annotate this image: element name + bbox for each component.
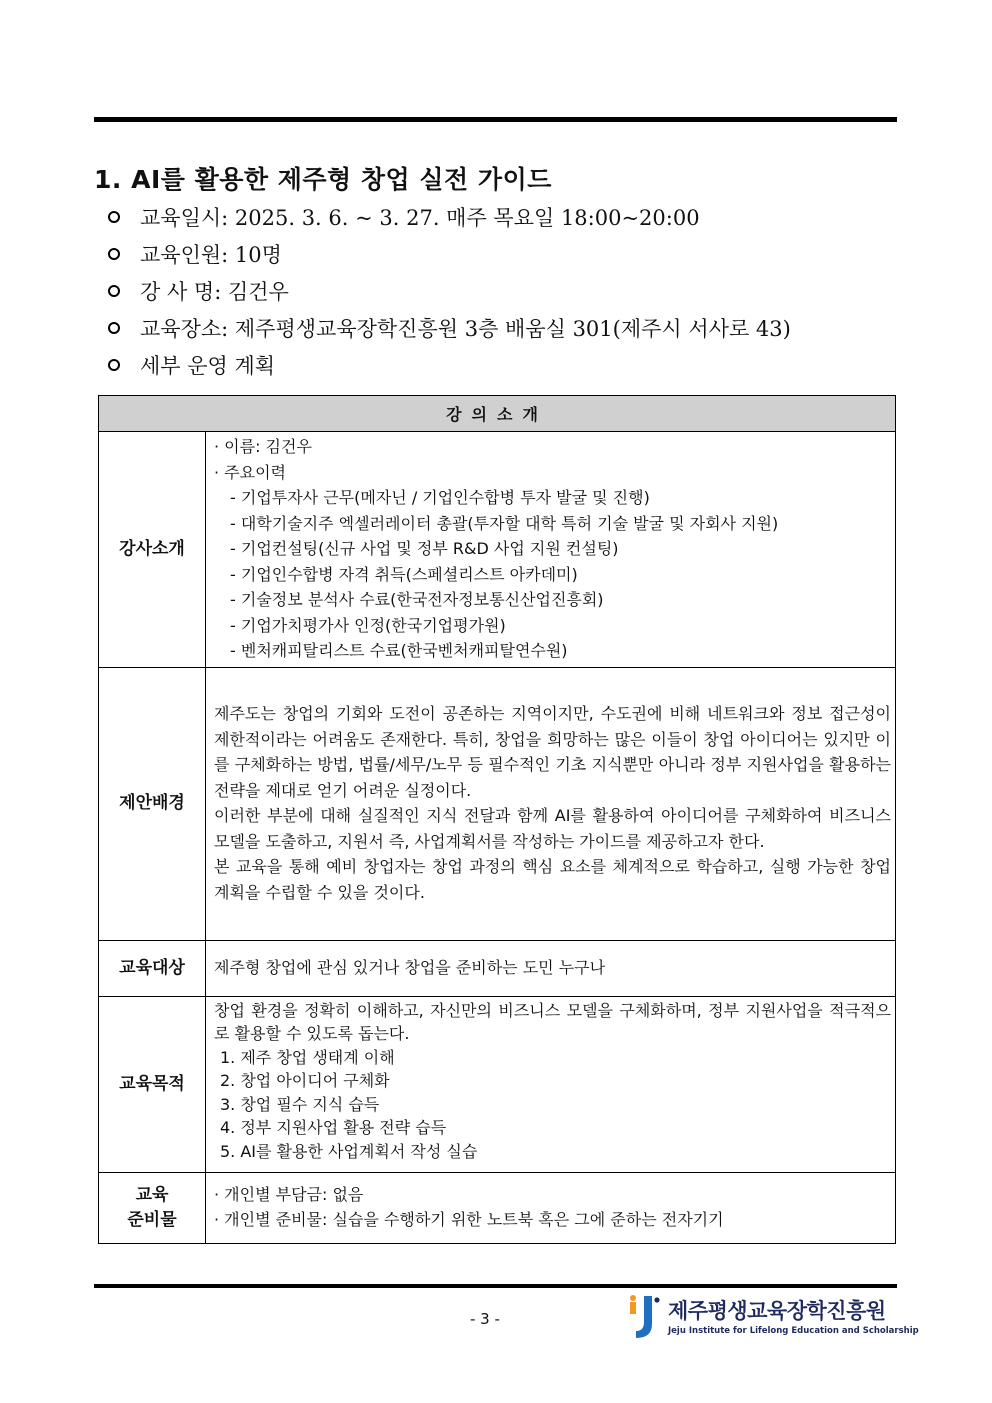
- goal-item: 1. 제주 창업 생태계 이해: [220, 1047, 395, 1067]
- goal-content: [206, 996, 896, 1172]
- bullet-text: 강 사 명: 김건우: [140, 279, 289, 304]
- bullet-text: 세부 운영 계획: [140, 353, 276, 378]
- bullet-instructor: [108, 272, 791, 309]
- materials-content: [206, 1172, 896, 1243]
- lecture-info-table: [98, 395, 896, 1244]
- background-content: [206, 667, 896, 940]
- goal-item: 4. 정부 지원사업 활용 전략 습득: [220, 1118, 447, 1137]
- target-label: 교육대상: [99, 940, 206, 996]
- target-content: 제주형 창업에 관심 있거나 창업을 준비하는 도민 누구나: [206, 940, 896, 996]
- career-heading: · 주요이력: [214, 462, 286, 482]
- circle-bullet-icon: [108, 248, 120, 260]
- jeju-institute-logo-icon: [626, 1294, 662, 1340]
- instructor-name: · 이름: 김건우: [214, 437, 312, 456]
- career-item: - 기업가치평가사 인정(한국기업평가원): [230, 615, 506, 635]
- circle-bullet-icon: [108, 285, 120, 297]
- goal-item: 3. 창업 필수 지식 습득: [220, 1094, 380, 1114]
- career-item: - 기업투자사 근무(메자닌 / 기업인수합병 투자 발굴 및 진행): [230, 488, 650, 507]
- logo-text: [668, 1295, 919, 1336]
- org-name-ko: 제주평생교육장학진흥원: [668, 1299, 886, 1323]
- bullet-schedule: [108, 198, 791, 235]
- materials-label-line: 준비물: [127, 1209, 177, 1230]
- career-item: - 대학기술지주 엑셀러레이터 총괄(투자할 대학 특허 기술 발굴 및 자회사 지원): [230, 513, 779, 533]
- circle-bullet-icon: [108, 211, 120, 223]
- section-title: 1. AI를 활용한 제주형 창업 실전 가이드: [94, 165, 552, 194]
- circle-bullet-icon: [108, 322, 120, 334]
- background-paragraph: 이러한 부분에 대해 실질적인 지식 전달과 함께 AI를 활용하여 아이디어를 구체화하여 비즈니스 모델을 도출하고, 지원서 즉, 사업계획서를 작성하는 가이드를 제공하고자 한다.: [214, 806, 891, 851]
- career-item: - 기업컨설팅(신규 사업 및 정부 R&D 사업 지원 컨설팅): [230, 539, 619, 558]
- bullet-plan: [108, 346, 791, 383]
- bullet-text: 교육장소: 제주평생교육장학진흥원 3층 배움실 301(제주시 서사로 43): [140, 316, 791, 341]
- goal-intro: 창업 환경을 정확히 이해하고, 자신만의 비즈니스 모델을 구체화하며, 정부 지원사업을 적극적으로 활용할 수 있도록 돕는다.: [214, 1000, 891, 1043]
- instructor-label: 강사소개: [99, 432, 206, 668]
- page-number: - 3 -: [470, 1310, 500, 1328]
- org-logo: [626, 1294, 919, 1340]
- bullet-capacity: [108, 235, 791, 272]
- career-item: - 기업인수합병 자격 취득(스페셜리스트 아카데미): [230, 564, 578, 584]
- table-header: 강의소개: [99, 396, 896, 432]
- materials-line: · 개인별 준비물: 실습을 수행하기 위한 노트북 혹은 그에 준하는 전자기기: [214, 1210, 724, 1229]
- career-item: - 벤처캐피탈리스트 수료(한국벤처캐피탈연수원): [230, 641, 568, 660]
- bottom-rule: [94, 1284, 897, 1288]
- bullet-text: 교육인원: 10명: [140, 242, 282, 267]
- background-paragraph: 제주도는 창업의 기회와 도전이 공존하는 지역이지만, 수도권에 비해 네트워크와 정보 접근성이 제한적이라는 어려움도 존재한다. 특히, 창업을 희망하는 많은 이들이 창업 아이디어는 있지만 이를 구체화하는 방법, 법률/세무/노무 등 필수적인 기초 지식뿐만 아니라 정부 지원사업을 활용하는 전략을 제대로 얻기 어려운 실정이다.: [214, 704, 891, 800]
- materials-label-line: 교육: [135, 1184, 169, 1205]
- org-name-en: Jeju Institute for Lifelong Education and Scholarship: [668, 1326, 919, 1336]
- background-label: 제안배경: [99, 667, 206, 940]
- career-item: - 기술정보 분석사 수료(한국전자정보통신산업진흥회): [230, 590, 604, 609]
- info-bullet-list: [108, 198, 791, 383]
- bullet-location: [108, 309, 791, 346]
- materials-label: [99, 1172, 206, 1243]
- background-paragraph: 본 교육을 통해 예비 창업자는 창업 과정의 핵심 요소를 체계적으로 학습하고, 실행 가능한 창업 계획을 수립할 수 있을 것이다.: [214, 857, 891, 902]
- instructor-content: [206, 432, 896, 668]
- bullet-text: 교육일시: 2025. 3. 6. ~ 3. 27. 매주 목요일 18:00~20:00: [140, 205, 700, 230]
- top-rule: [94, 117, 897, 122]
- goal-item: 5. AI를 활용한 사업계획서 작성 실습: [220, 1141, 478, 1161]
- goal-label: 교육목적: [99, 996, 206, 1172]
- goal-item: 2. 창업 아이디어 구체화: [220, 1071, 390, 1090]
- circle-bullet-icon: [108, 359, 120, 371]
- materials-line: · 개인별 부담금: 없음: [214, 1184, 364, 1204]
